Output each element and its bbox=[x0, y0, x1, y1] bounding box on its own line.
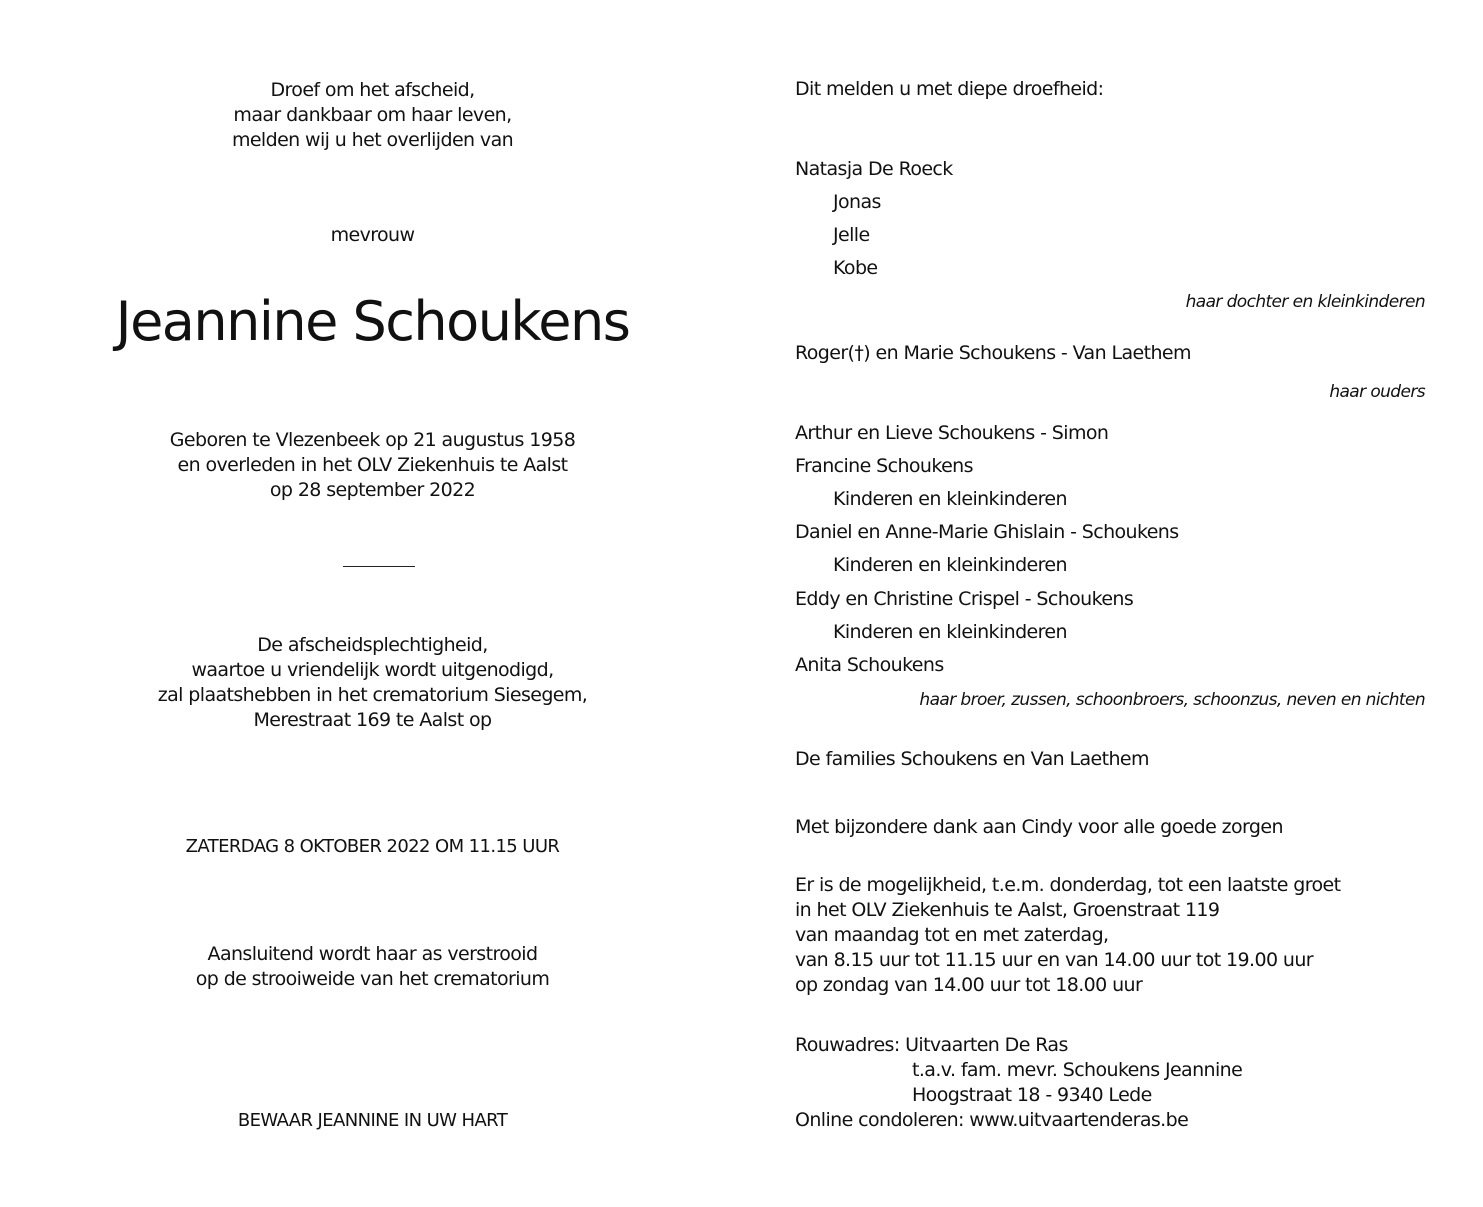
visit-line: van maandag tot en met zaterdag, bbox=[795, 924, 1109, 946]
sibling-entry: Francine Schoukens bbox=[795, 455, 973, 477]
sibling-entry: Arthur en Lieve Schoukens - Simon bbox=[795, 422, 1109, 444]
birth-line: en overleden in het OLV Ziekenhuis te Aalst bbox=[177, 454, 568, 476]
sibling-entry: Anita Schoukens bbox=[795, 654, 944, 676]
sibling-entry: Eddy en Christine Crispel - Schoukens bbox=[795, 588, 1134, 610]
deceased-name: Jeannine Schoukens bbox=[115, 290, 630, 353]
ceremony-line: De afscheidsplechtigheid, bbox=[257, 634, 488, 656]
address-line: t.a.v. fam. mevr. Schoukens Jeannine bbox=[912, 1059, 1243, 1081]
intro-line: Droef om het afscheid, bbox=[270, 79, 475, 101]
salutation: mevrouw bbox=[330, 224, 415, 246]
intro-line: maar dankbaar om haar leven, bbox=[233, 104, 512, 126]
sibling-children: Kinderen en kleinkinderen bbox=[833, 621, 1067, 643]
address-line: Rouwadres: Uitvaarten De Ras bbox=[795, 1034, 1068, 1056]
visit-line: op zondag van 14.00 uur tot 18.00 uur bbox=[795, 974, 1143, 996]
parents-names: Roger(†) en Marie Schoukens - Van Laethem bbox=[795, 342, 1191, 364]
sibling-children: Kinderen en kleinkinderen bbox=[833, 488, 1067, 510]
birth-death-info bbox=[100, 428, 645, 503]
intro-text bbox=[100, 78, 645, 153]
announcement: Dit melden u met diepe droefheid: bbox=[795, 78, 1104, 100]
ashes-line: Aansluitend wordt haar as verstrooid bbox=[207, 943, 538, 965]
mourning-address bbox=[795, 1033, 1242, 1133]
relation-daughter: haar dochter en kleinkinderen bbox=[1185, 292, 1425, 312]
ceremony-date: ZATERDAG 8 OKTOBER 2022 OM 11.15 UUR bbox=[185, 836, 560, 857]
grandchild-name: Kobe bbox=[833, 257, 878, 279]
visit-line: in het OLV Ziekenhuis te Aalst, Groenstraat 119 bbox=[795, 899, 1220, 921]
grandchild-name: Jelle bbox=[833, 224, 870, 246]
visit-line: van 8.15 uur tot 11.15 uur en van 14.00 uur tot 19.00 uur bbox=[795, 949, 1313, 971]
sibling-children: Kinderen en kleinkinderen bbox=[833, 554, 1067, 576]
ceremony-line: waartoe u vriendelijk wordt uitgenodigd, bbox=[191, 659, 554, 681]
thanks: Met bijzondere dank aan Cindy voor alle goede zorgen bbox=[795, 816, 1283, 838]
ceremony-line: zal plaatshebben in het crematorium Siesegem, bbox=[157, 684, 588, 706]
online-condolence: Online condoleren: www.uitvaartenderas.be bbox=[795, 1109, 1189, 1131]
ashes-info bbox=[100, 942, 645, 992]
ashes-line: op de strooiweide van het crematorium bbox=[195, 968, 550, 990]
grandchild-name: Jonas bbox=[833, 191, 881, 213]
closing-text: BEWAAR JEANNINE IN UW HART bbox=[237, 1110, 508, 1131]
sibling-entry: Daniel en Anne-Marie Ghislain - Schoukens bbox=[795, 521, 1179, 543]
visit-line: Er is de mogelijkheid, t.e.m. donderdag, tot een laatste groet bbox=[795, 874, 1341, 896]
birth-line: op 28 september 2022 bbox=[269, 479, 476, 501]
ceremony-info bbox=[100, 633, 645, 733]
daughter-name: Natasja De Roeck bbox=[795, 158, 953, 180]
intro-line: melden wij u het overlijden van bbox=[231, 129, 514, 151]
visit-info bbox=[795, 873, 1340, 998]
families: De families Schoukens en Van Laethem bbox=[795, 748, 1149, 770]
relation-siblings: haar broer, zussen, schoonbroers, schoonzus, neven en nichten bbox=[919, 690, 1425, 710]
separator-line bbox=[343, 566, 415, 567]
relation-parents: haar ouders bbox=[1329, 382, 1425, 402]
birth-line: Geboren te Vlezenbeek op 21 augustus 1958 bbox=[169, 429, 576, 451]
address-line: Hoogstraat 18 - 9340 Lede bbox=[912, 1084, 1152, 1106]
ceremony-line: Merestraat 169 te Aalst op bbox=[253, 709, 492, 731]
